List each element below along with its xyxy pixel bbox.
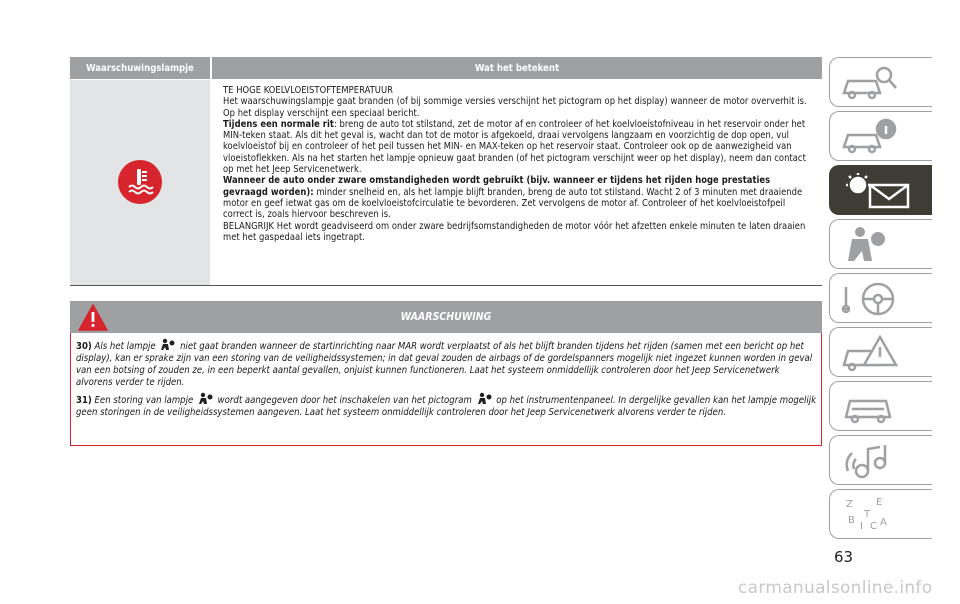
- warning-lights-icon: [840, 171, 920, 211]
- warning-title: WAARSCHUWING: [400, 311, 492, 323]
- column-header-warning-light: Waarschuwingslampje: [70, 57, 210, 79]
- airbag-icon: [477, 392, 492, 405]
- airbag-icon: [198, 392, 213, 405]
- svg-text:C: C: [870, 521, 877, 532]
- warning-item-text: Een storing van lampje: [94, 395, 194, 406]
- heavy-label: Wanneer de auto onder zware omstandigheden wordt gebruikt (bijv. wanneer er tijdens het rijden hoge prestaties gevraagd worden):: [223, 175, 771, 198]
- icon-cell: [70, 80, 210, 285]
- page-number: 63: [834, 548, 854, 566]
- breakdown-triangle-icon: [840, 333, 900, 373]
- tab-index[interactable]: [829, 489, 932, 539]
- warning-item-text: op het instrumentenpaneel. In dergelijke gevallen kan het lampje mogelijk geen storingen in de veiligheidssystemen aangeven. Laat het systeem onmiddellijk controleren door het Jeep Servicenetwerk alvorens verder te rijden.: [76, 395, 817, 418]
- heavy-text: minder snelheid en, als het lampje blijft branden, breng de auto tot stilstand. Wacht 2 of 3 minuten met draaiende motor en geef ietwat gas om de koelvloeistofcirculatie te bevorderen. Zet vervolgens de motor af. Controleer of het koelvloeistofpeil correct is, zoals hiervoor beschreven is.: [223, 186, 803, 221]
- warning-text: [76, 338, 818, 422]
- table-header: [70, 57, 822, 79]
- tab-car-service[interactable]: [829, 381, 932, 431]
- airbag-icon: [160, 338, 175, 351]
- multimedia-icon: [840, 441, 900, 481]
- tab-steering-wheel[interactable]: [829, 273, 932, 323]
- column-header-meaning: Wat het betekent: [212, 57, 822, 79]
- table-row: [70, 80, 822, 286]
- car-search-icon: [840, 63, 900, 103]
- steering-wheel-icon: [840, 279, 900, 319]
- warning-item-30: [76, 338, 818, 389]
- warning-item-31: [76, 392, 818, 419]
- svg-text:Z: Z: [846, 499, 853, 510]
- tab-car-info[interactable]: [829, 111, 932, 161]
- warning-item-text: wordt aangegeven door het inschakelen van het pictogram: [217, 395, 472, 406]
- warning-item-text: niet gaat branden wanneer de startinrichting naar MAR wordt verplaatst of als het blijft branden tijdens het rijden (samen met een bericht op het display), kan er sprake zijn van een storing van de veiligheidssystemen; in dat geval zouden de airbags of de gordelspanners mogelijk niet ingezet kunnen worden in geval van een botsing of zouden ze, in een beperkt aantal gevallen, onjuist kunnen functioneren. Laat het systeem onmiddellijk controleren door het Jeep Servicenetwerk alvorens verder te rijden.: [76, 341, 813, 388]
- tab-car-search[interactable]: [829, 57, 932, 107]
- seatbelt-airbag-icon: [840, 225, 900, 265]
- warning-header: [70, 301, 822, 333]
- tab-breakdown[interactable]: [829, 327, 932, 377]
- warning-box: [70, 333, 822, 446]
- warning-item-number: 31): [76, 395, 92, 406]
- normal-label: Tijdens een normale rit: [223, 118, 334, 130]
- coolant-temperature-icon: [118, 160, 162, 204]
- meaning-normal: [223, 119, 815, 175]
- tab-seatbelt-airbag[interactable]: [829, 219, 932, 269]
- svg-text:B: B: [848, 515, 855, 526]
- svg-text:E: E: [876, 497, 883, 508]
- tab-multimedia[interactable]: [829, 435, 932, 485]
- watermark: carmanualsonline.info: [738, 578, 933, 598]
- warning-item-number: 30): [76, 341, 92, 352]
- meaning-intro: Het waarschuwingslampje gaat branden (of bij sommige versies verschijnt het pictogram op het display) wanneer de motor oververhit is. Op het display verschijnt een speciaal bericht.: [223, 96, 807, 119]
- normal-text: : breng de auto tot stilstand, zet de motor af en controleer of het koelvloeistofniveau in het reservoir onder het MIN-teken staat. Als dit het geval is, wacht dan tot de motor is afgekoeld, draai vervolgens langzaam en voorzichtig de dop open, vul koelvloeistof bij en controleer of het peil tussen het MIN- en MAX-teken op het reservoir staat. Controleer ook op de aanwezigheid van vloeistoflekken. Als na het starten het lampje opnieuw gaat branden (of het pictogram verschijnt weer op het display), neem dan contact op met het Jeep Servicenetwerk.: [223, 118, 806, 176]
- car-service-icon: [840, 387, 900, 427]
- warning-item-text: Als het lampje: [94, 341, 156, 352]
- meaning-text: [223, 85, 815, 243]
- meaning-important: BELANGRIJK Het wordt geadviseerd om onder zware bedrijfsomstandigheden de motor vóór het afzetten enkele minuten te laten draaien met het gaspedaal iets ingetrapt.: [223, 220, 806, 243]
- car-info-icon: [840, 117, 900, 157]
- tab-warning-lights[interactable]: [829, 165, 932, 215]
- meaning-title: TE HOGE KOELVLOEISTOFTEMPERATUUR: [223, 85, 393, 96]
- svg-text:T: T: [864, 509, 871, 520]
- svg-text:I: I: [860, 521, 863, 532]
- meaning-heavy: [223, 175, 815, 220]
- index-icon: [840, 495, 900, 535]
- svg-text:A: A: [880, 517, 887, 528]
